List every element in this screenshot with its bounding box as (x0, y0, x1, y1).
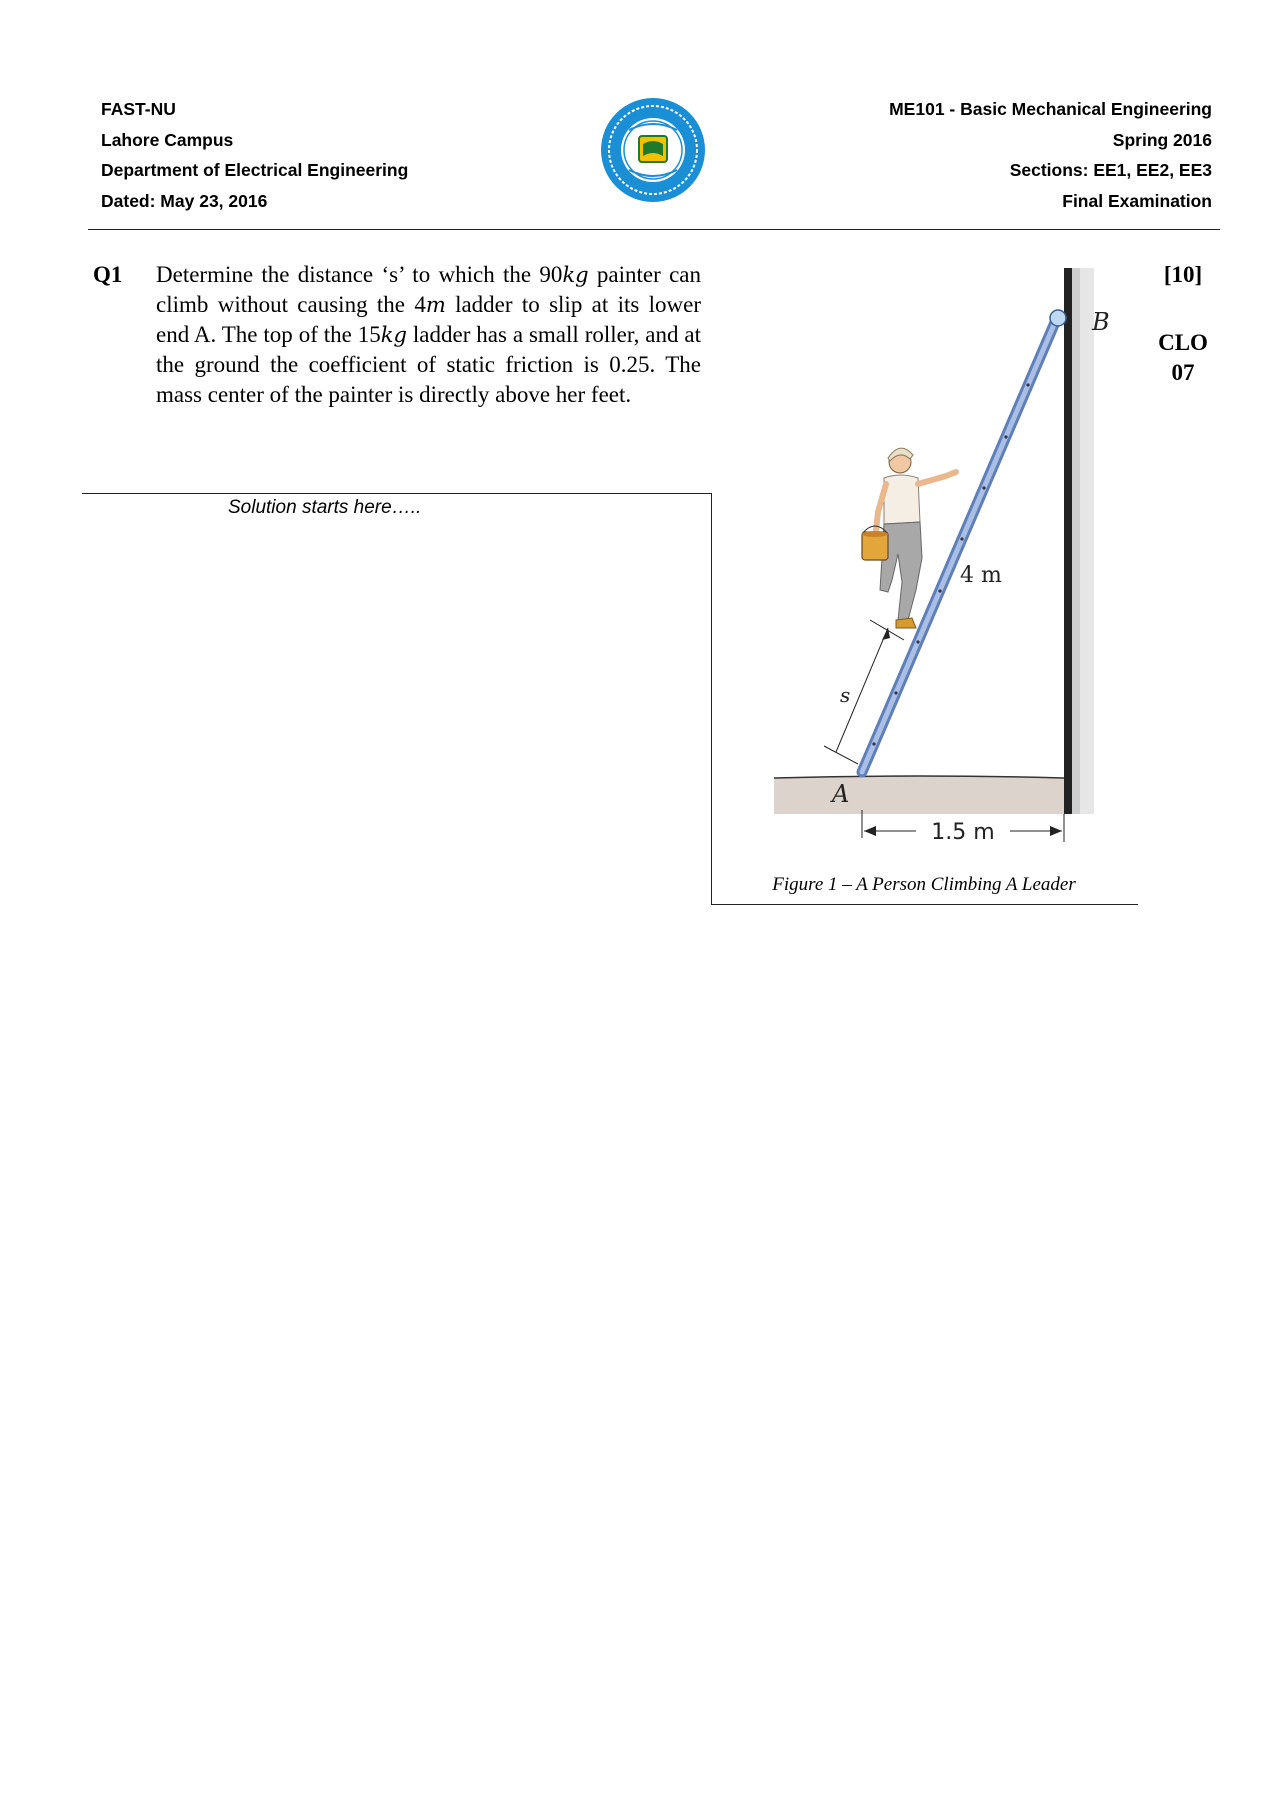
figure-caption: Figure 1 – A Person Climbing A Leader (772, 874, 1076, 895)
semester: Spring 2016 (1112, 129, 1212, 150)
header-divider (88, 229, 1220, 230)
roller (1050, 310, 1066, 326)
header-right-block (889, 94, 1212, 216)
ladder-length-label: 4 m (960, 563, 1002, 588)
unit-m: m (425, 293, 446, 317)
solution-top-rule (82, 493, 712, 494)
clo-value: 07 (1171, 360, 1195, 385)
header-left-block (101, 94, 408, 216)
course-title: ME101 - Basic Mechanical Engineering (889, 99, 1212, 119)
institution-name: FAST-NU (101, 99, 176, 119)
question-number: Q1 (93, 262, 123, 287)
clo-label: CLO (1158, 330, 1208, 355)
question-text-part: painter can climb without causing the 4 (156, 262, 701, 317)
department-name: Department of Electrical Engineering (101, 160, 409, 180)
exam-date: Dated: May 23, 2016 (101, 190, 268, 211)
question-marks: [10] (1163, 262, 1203, 287)
ground (774, 776, 1064, 814)
question-text-part: ladder has a small roller, and at the ground the coefficient of static friction is 0.25. The mass center of the painter is directly above her feet. (156, 322, 701, 407)
s-label: s (840, 683, 851, 707)
painter (862, 448, 956, 628)
unit-kg: kg (380, 323, 407, 347)
point-a-label: A (832, 780, 850, 808)
sections: Sections: EE1, EE2, EE3 (1009, 160, 1212, 180)
solution-label: Solution starts here….. (228, 497, 422, 518)
solution-side-rule (711, 493, 712, 904)
campus-name: Lahore Campus (101, 129, 234, 150)
question-text-part: Determine the distance ‘s’ to which the 90 (156, 262, 563, 287)
ladder-figure (770, 262, 1110, 862)
figure-bottom-rule (711, 904, 1138, 905)
point-b-label: B (1092, 308, 1110, 336)
clo-block (1150, 328, 1216, 388)
exam-type: Final Examination (1062, 190, 1212, 211)
question-text (156, 260, 701, 410)
base-distance-label: 1.5 m (931, 820, 995, 845)
question-text-part: ladder to slip at its lower end A. The top of the 15 (156, 292, 701, 347)
university-seal-logo (599, 94, 707, 206)
unit-kg: kg (562, 263, 589, 287)
wall (1064, 268, 1072, 814)
